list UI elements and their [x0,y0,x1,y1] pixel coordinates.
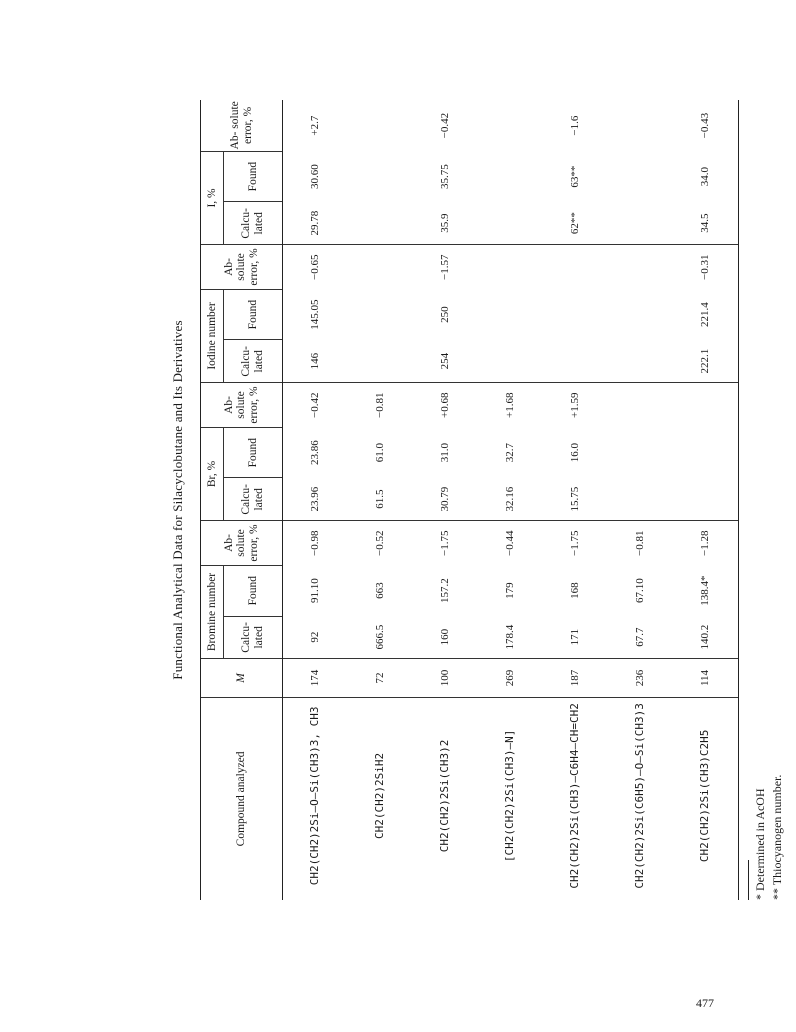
br-abs-error: +1.59 [569,392,582,418]
i-found: 63** [569,165,582,188]
bromine-calculated: 666.5 [348,616,413,659]
page-number: 477 [696,996,714,1010]
molecular-weight: 114 [673,659,739,698]
iodine-abs-error [478,245,543,290]
i-found: 35.75 [439,164,452,189]
i-found: 34.0 [673,151,739,202]
table-footnotes [748,775,786,900]
header-compound: Compound analyzed [201,697,283,900]
bromine-abs-error: −0.44 [504,530,517,556]
table-row [608,100,673,900]
br-found: 16.0 [569,443,582,463]
br-calculated [608,478,673,521]
compound-formula: CH2(CH2)2Si(C6H5)–O–Si(CH3)3 [633,703,647,889]
iodine-calculated [543,340,608,383]
bromine-found: 168 [569,582,582,599]
i-abs-error [478,100,543,151]
i-calculated: 34.5 [673,202,739,245]
footnote-acoh: * Determined in AcOH [753,788,767,900]
iodine-calculated [478,340,543,383]
bromine-calculated: 92 [283,616,349,659]
bromine-found: 138.4* [673,565,739,616]
iodine-abs-error: −0.65 [309,254,322,280]
i-calculated: 62** [543,202,608,245]
br-calculated: 30.79 [413,478,478,521]
br-calculated [673,478,739,521]
i-found [348,151,413,202]
br-calculated: 15.75 [543,478,608,521]
molecular-weight: 72 [348,659,413,698]
table-row [478,100,543,900]
br-calculated: 23.96 [283,478,349,521]
header-bromine-found: Found [224,565,283,616]
header-i-found: Found [224,151,283,202]
bromine-found: 67.10 [634,578,647,604]
table-caption: Functional Analytical Data for Silacyclobutane and Its Derivatives [170,320,185,680]
compound-formula: CH2(CH2)2Si(CH3)–C6H4–CH=CH2 [568,703,582,889]
table-row [348,100,413,900]
footnote-rule [748,860,749,900]
header-br-abs-error: Ab- solute error, % [201,383,283,428]
compound-formula: CH2(CH2)2Si–O–Si(CH3)3, CH3 [308,706,322,886]
header-iodine-found: Found [224,289,283,340]
iodine-abs-error [543,245,608,290]
br-abs-error: −0.81 [374,392,387,418]
bromine-abs-error: −0.98 [309,530,322,556]
i-abs-error [608,100,673,151]
bromine-calculated: 171 [543,616,608,659]
header-iodine-abs-error: Ab- solute error, % [201,245,283,290]
br-found [673,427,739,478]
bromine-calculated: 140.2 [673,616,739,659]
iodine-found [543,289,608,340]
br-found [608,427,673,478]
iodine-found [608,289,673,340]
header-bromine-number: Bromine number [201,565,224,658]
i-abs-error: −0.42 [439,112,452,139]
i-found [478,151,543,202]
header-iodine-calculated: Calcu- lated [224,340,283,383]
i-calculated [348,202,413,245]
iodine-found [478,289,543,340]
header-iodine-number: Iodine number [201,289,224,382]
bromine-calculated: 178.4 [478,616,543,659]
footnote-thiocyanogen: ** Thiocyanogen number. [770,774,784,900]
br-calculated: 32.16 [478,478,543,521]
bromine-found: 91.10 [309,578,322,604]
i-found: 30.60 [309,164,322,189]
br-calculated: 61.5 [348,478,413,521]
table-row [413,100,478,900]
br-abs-error: −0.42 [309,392,322,418]
header-i-calculated: Calcu- lated [224,202,283,245]
molecular-weight: 174 [283,659,349,698]
br-abs-error [673,383,739,428]
i-calculated [478,202,543,245]
iodine-abs-error [608,245,673,290]
rotated-table-block [150,100,796,900]
header-m: M [201,659,283,698]
table-row [673,100,739,900]
table-row [543,100,608,900]
compound-formula: CH2(CH2)2Si(CH3)2 [438,739,452,853]
molecular-weight: 187 [543,659,608,698]
header-br-calculated: Calcu- lated [224,478,283,521]
header-bromine-abs-error: Ab- solute error, % [201,521,283,566]
i-abs-error: +2.7 [309,115,322,136]
iodine-found: 250 [439,306,452,323]
header-br-found: Found [224,427,283,478]
compound-formula: CH2(CH2)2SiH2 [373,752,387,839]
iodine-abs-error: −0.31 [673,245,739,290]
br-abs-error: +1.68 [504,392,517,418]
table-row [283,100,349,900]
i-abs-error: −1.6 [569,115,582,136]
br-abs-error [608,383,673,428]
bromine-found: 179 [504,582,517,599]
molecular-weight: 236 [608,659,673,698]
iodine-found: 221.4 [673,289,739,340]
iodine-found [348,289,413,340]
iodine-calculated: 254 [413,340,478,383]
bromine-abs-error: −0.52 [374,530,387,556]
iodine-calculated: 146 [283,340,349,383]
br-abs-error: +0.68 [439,392,452,418]
compound-formula: CH2(CH2)2Si(CH3)C2H5 [673,697,739,900]
i-calculated: 29.78 [283,202,349,245]
iodine-abs-error: −1.57 [439,254,452,280]
bromine-calculated: 67.7 [608,616,673,659]
i-found [608,151,673,202]
br-found: 31.0 [439,443,452,463]
bromine-abs-error: −1.28 [673,521,739,566]
molecular-weight: 269 [478,659,543,698]
header-br-percent: Br, % [201,427,224,520]
bromine-abs-error: −1.75 [439,530,452,556]
iodine-calculated [348,340,413,383]
i-abs-error: −0.43 [673,100,739,151]
br-found: 61.0 [374,443,387,463]
header-bromine-calculated: Calcu- lated [224,616,283,659]
bromine-abs-error: −0.81 [634,530,647,556]
iodine-calculated [608,340,673,383]
i-abs-error [348,100,413,151]
iodine-found: 145.05 [309,299,322,330]
header-i-abs-error: Ab- solute error, % [201,100,283,151]
iodine-abs-error [348,245,413,290]
header-i-percent: I, % [201,151,224,244]
i-calculated [608,202,673,245]
compound-formula: [CH2(CH2)2Si(CH3)–N] [503,729,517,863]
br-found: 23.86 [309,440,322,466]
molecular-weight: 100 [413,659,478,698]
bromine-found: 157.2 [439,578,452,604]
bromine-found: 663 [374,582,387,599]
bromine-calculated: 160 [413,616,478,659]
bromine-abs-error: −1.75 [569,530,582,556]
iodine-calculated: 222.1 [673,340,739,383]
analytical-data-table [200,100,739,900]
br-found: 32.7 [504,443,517,463]
i-calculated: 35.9 [413,202,478,245]
